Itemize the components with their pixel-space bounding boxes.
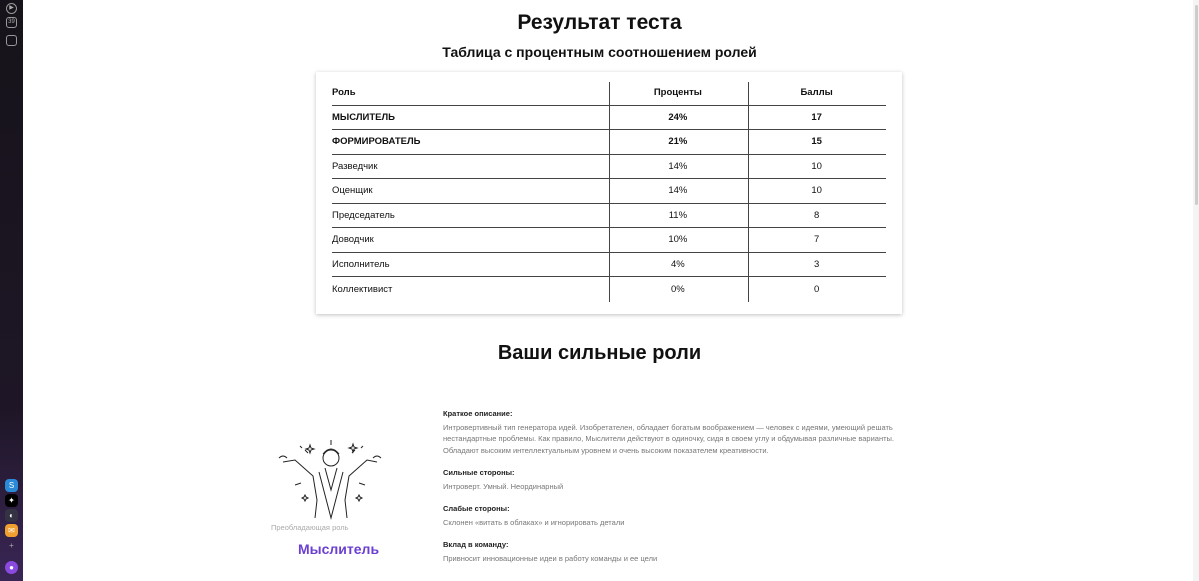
cell-score: 17 bbox=[811, 111, 822, 123]
cell-percent: 14% bbox=[668, 185, 688, 197]
cell-percent: 11% bbox=[668, 209, 688, 221]
section-label: Слабые стороны: bbox=[443, 504, 510, 513]
cell-role: Разведчик bbox=[332, 160, 378, 172]
notification-icon[interactable]: ● bbox=[5, 561, 18, 574]
header-role: Роль bbox=[332, 87, 356, 99]
cell-role: Председатель bbox=[332, 209, 395, 221]
table-row bbox=[332, 130, 886, 155]
table-row bbox=[332, 204, 886, 229]
cell-score: 10 bbox=[811, 185, 822, 197]
browser-sidebar bbox=[0, 0, 23, 581]
cell-percent: 14% bbox=[668, 160, 688, 172]
cell-role: Исполнитель bbox=[332, 258, 390, 270]
add-icon[interactable]: + bbox=[9, 541, 14, 550]
cell-score: 15 bbox=[811, 136, 822, 148]
role-description bbox=[443, 408, 923, 575]
cell-score: 3 bbox=[813, 258, 820, 270]
cell-percent: 21% bbox=[668, 136, 688, 148]
section-text: Интроверт. Умный. Неординарный bbox=[443, 481, 564, 491]
header-percent: Проценты bbox=[653, 87, 702, 99]
section-text: Привносит инновационные идеи в работу команды и ее цели bbox=[443, 553, 658, 563]
header-score: Баллы bbox=[800, 87, 833, 99]
skype-icon[interactable]: S bbox=[5, 479, 18, 492]
section-text: Интровертивный тип генератора идей. Изобретателен, обладает богатым воображением — человек с идеями, умеющий решать нестандартные проблемы. Как правило, Мыслители действуют в одиночку, сидя в своем углу и обдумывая различные варианты. Обладают высоким интеллектуальным уровнем и очень высоким показателем креативности. bbox=[443, 422, 895, 455]
roles-table bbox=[316, 72, 902, 314]
thinker-illustration bbox=[275, 440, 385, 520]
table-title: Таблица с процентным соотношением ролей bbox=[442, 44, 757, 60]
section-text: Склонен «витать в облаках» и игнорировать детали bbox=[443, 517, 625, 527]
cell-role: МЫСЛИТЕЛЬ bbox=[332, 111, 395, 123]
cell-role: Коллективист bbox=[332, 283, 393, 295]
table-row bbox=[332, 253, 886, 278]
table-row bbox=[332, 155, 886, 180]
page-title: Результат теста bbox=[517, 11, 682, 34]
strong-roles-title: Ваши сильные роли bbox=[497, 342, 702, 364]
prevailing-role-name: Мыслитель bbox=[298, 541, 380, 557]
cell-score: 7 bbox=[813, 234, 820, 246]
table-row bbox=[332, 277, 886, 302]
cell-percent: 4% bbox=[671, 258, 685, 270]
mail-icon[interactable]: ✉ bbox=[5, 524, 18, 537]
cell-score: 0 bbox=[813, 283, 820, 295]
chatgpt-icon[interactable]: ✦ bbox=[5, 494, 18, 507]
table-row bbox=[332, 106, 886, 131]
section-label: Сильные стороны: bbox=[443, 468, 515, 477]
calendar-icon[interactable]: 39 bbox=[6, 17, 17, 28]
cell-score: 8 bbox=[813, 209, 820, 221]
scrollbar-thumb[interactable] bbox=[1195, 5, 1198, 205]
table-header bbox=[332, 81, 886, 106]
prevailing-role-label: Преобладающая роль bbox=[271, 523, 349, 532]
section-label: Краткое описание: bbox=[443, 409, 513, 418]
toggle-icon[interactable]: ◐ bbox=[5, 509, 18, 522]
cell-percent: 10% bbox=[668, 234, 688, 246]
cell-score: 10 bbox=[811, 160, 822, 172]
table-row bbox=[332, 179, 886, 204]
scrollbar[interactable] bbox=[1193, 0, 1199, 581]
cell-role: ФОРМИРОВАТЕЛЬ bbox=[332, 136, 421, 148]
table-row bbox=[332, 228, 886, 253]
cell-percent: 0% bbox=[671, 283, 685, 295]
play-icon[interactable]: ▶ bbox=[6, 3, 17, 14]
section-label: Вклад в команду: bbox=[443, 540, 509, 549]
cell-role: Оценщик bbox=[332, 185, 373, 197]
cell-role: Доводчик bbox=[332, 234, 374, 246]
cell-percent: 24% bbox=[668, 111, 688, 123]
